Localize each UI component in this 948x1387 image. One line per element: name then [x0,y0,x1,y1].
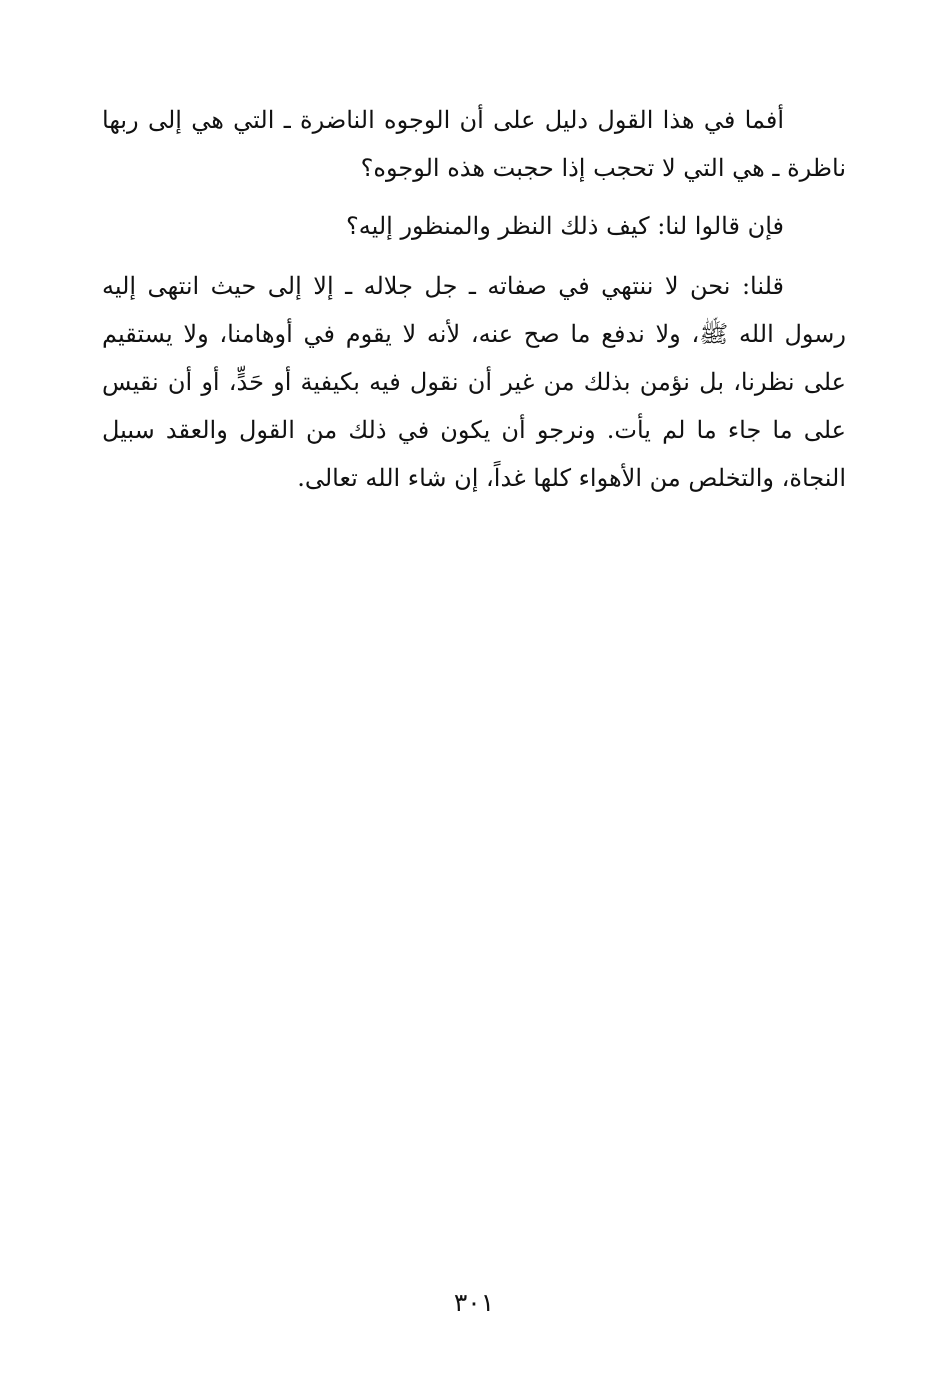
paragraph-2: فإن قالوا لنا: كيف ذلك النظر والمنظور إليه؟ [345,212,784,240]
paragraph-3: قلنا: نحن لا ننتهي في صفاته ـ جل جلاله ـ إلا إلى حيث انتهى إليه رسول الله ﷺ، ولا ندفع ما صح عنه، لأنه لا يقوم في أوهامنا، ولا يستقيم على نظرنا، بل نؤمن بذلك من غير أن نقول فيه بكيفية أو حَدٍّ، أو أن نقيس على ما جاء ما لم يأت. ونرجو أن يكون في ذلك من القول والعقد سبيل النجاة، والتخلص من الأهواء كلها غداً، إن شاء الله تعالى. [102,272,846,492]
paragraph-1: أفما في هذا القول دليل على أن الوجوه الناضرة ـ التي هي إلى ربها ناظرة ـ هي التي لا تحجب إذا حجبت هذه الوجوه؟ [102,106,846,182]
page-number: ٣٠١ [453,1288,495,1317]
body-text [102,96,846,512]
